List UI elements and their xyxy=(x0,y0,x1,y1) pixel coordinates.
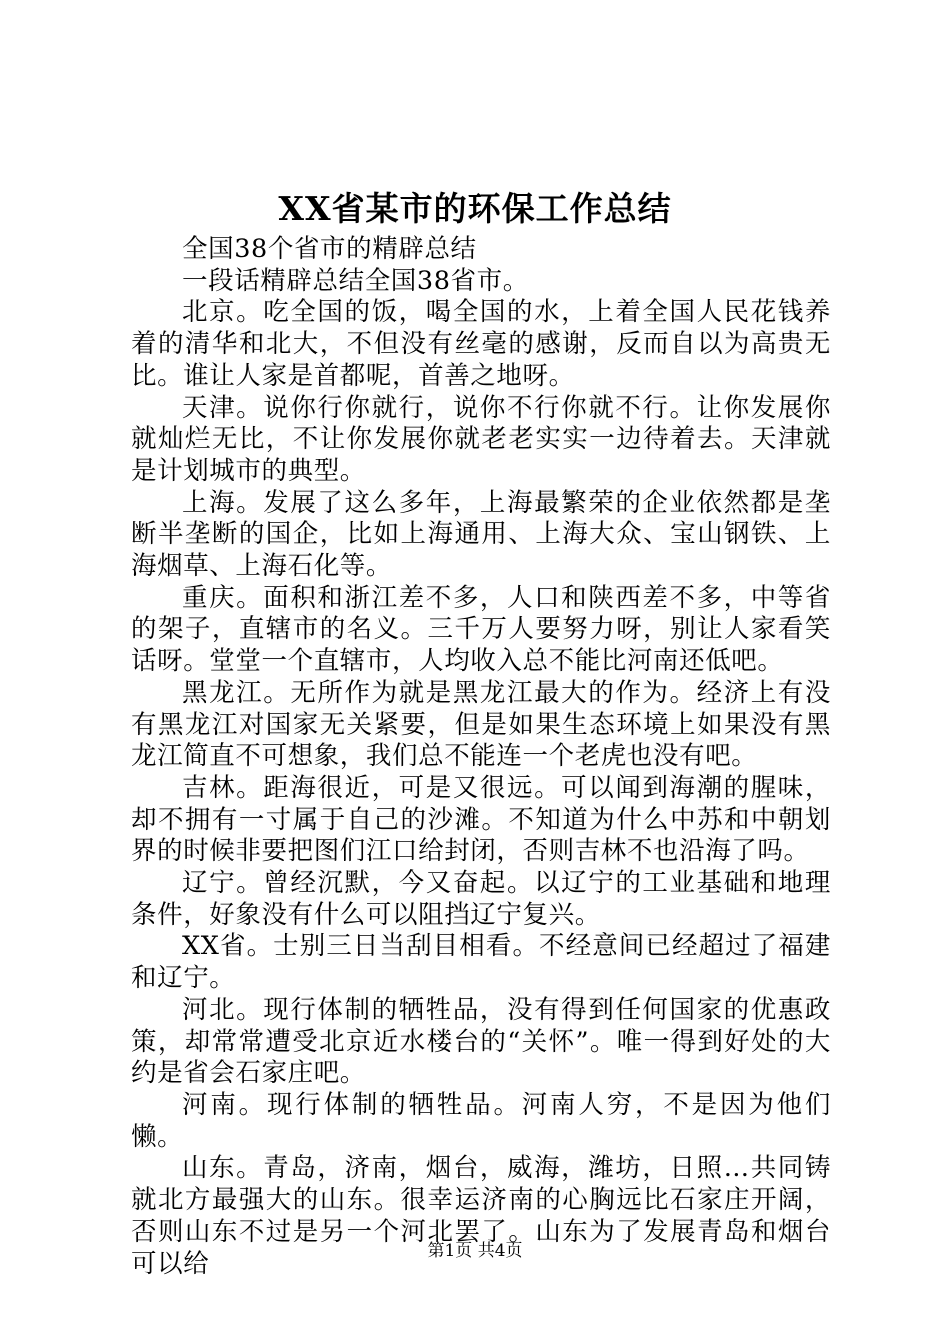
paragraph: 黑龙江。无所作为就是黑龙江最大的作为。经济上有没有黑龙江对国家无关紧要，但是如果生态环境上如果没有黑龙江简直不可想象，我们总不能连一个老虎也没有吧。 xyxy=(131,677,831,772)
paragraph: 全国38个省市的精辟总结 xyxy=(182,234,477,264)
document-body xyxy=(131,234,831,1280)
paragraph: 天津。说你行你就行，说你不行你就不行。让你发展你就灿烂无比，不让你发展你就老老实实一边待着去。天津就是计划城市的典型。 xyxy=(131,392,831,486)
paragraph: 北京。吃全国的饭，喝全国的水，上着全国人民花钱养着的清华和北大，不但没有丝毫的感谢，反而自以为高贵无比。谁让人家是首都呢，首善之地呀。 xyxy=(131,297,831,391)
paragraph: 河北。现行体制的牺牲品，没有得到任何国家的优惠政策，却常常遭受北京近水楼台的“关怀”。唯一得到好处的大约是省会石家庄吧。 xyxy=(131,994,831,1089)
paragraph: 一段话精辟总结全国38省市。 xyxy=(182,265,529,296)
page-number-footer: 第1页 共4页 xyxy=(427,1241,523,1261)
paragraph: XX省。士别三日当刮目相看。不经意间已经超过了福建和辽宁。 xyxy=(131,931,831,994)
document-title: XX省某市的环保工作总结 xyxy=(278,189,672,228)
paragraph: 辽宁。曾经沉默，今又奋起。以辽宁的工业基础和地理条件，好象没有什么可以阻挡辽宁复兴。 xyxy=(131,868,831,930)
paragraph: 山东。青岛，济南，烟台，威海，潍坊，日照…共同铸就北方最强大的山东。很幸运济南的心胸远比石家庄开阔，否则山东不过是另一个河北罢了。山东为了发展青岛和烟台可以给 xyxy=(131,1153,831,1279)
paragraph: 上海。发展了这么多年，上海最繁荣的企业依然都是垄断半垄断的国企，比如上海通用、上海大众、宝山钢铁、上海烟草、上海石化等。 xyxy=(131,487,831,582)
paragraph: 重庆。面积和浙江差不多，人口和陕西差不多，中等省的架子，直辖市的名义。三千万人要努力呀，别让人家看笑话呀。堂堂一个直辖市，人均收入总不能比河南还低吧。 xyxy=(131,582,831,677)
paragraph: 吉林。距海很近，可是又很远。可以闻到海潮的腥味，却不拥有一寸属于自己的沙滩。不知道为什么中苏和中朝划界的时候非要把图们江口给封闭，否则吉林不也沿海了吗。 xyxy=(131,772,831,867)
paragraph: 河南。现行体制的牺牲品。河南人穷，不是因为他们懒。 xyxy=(131,1089,831,1152)
